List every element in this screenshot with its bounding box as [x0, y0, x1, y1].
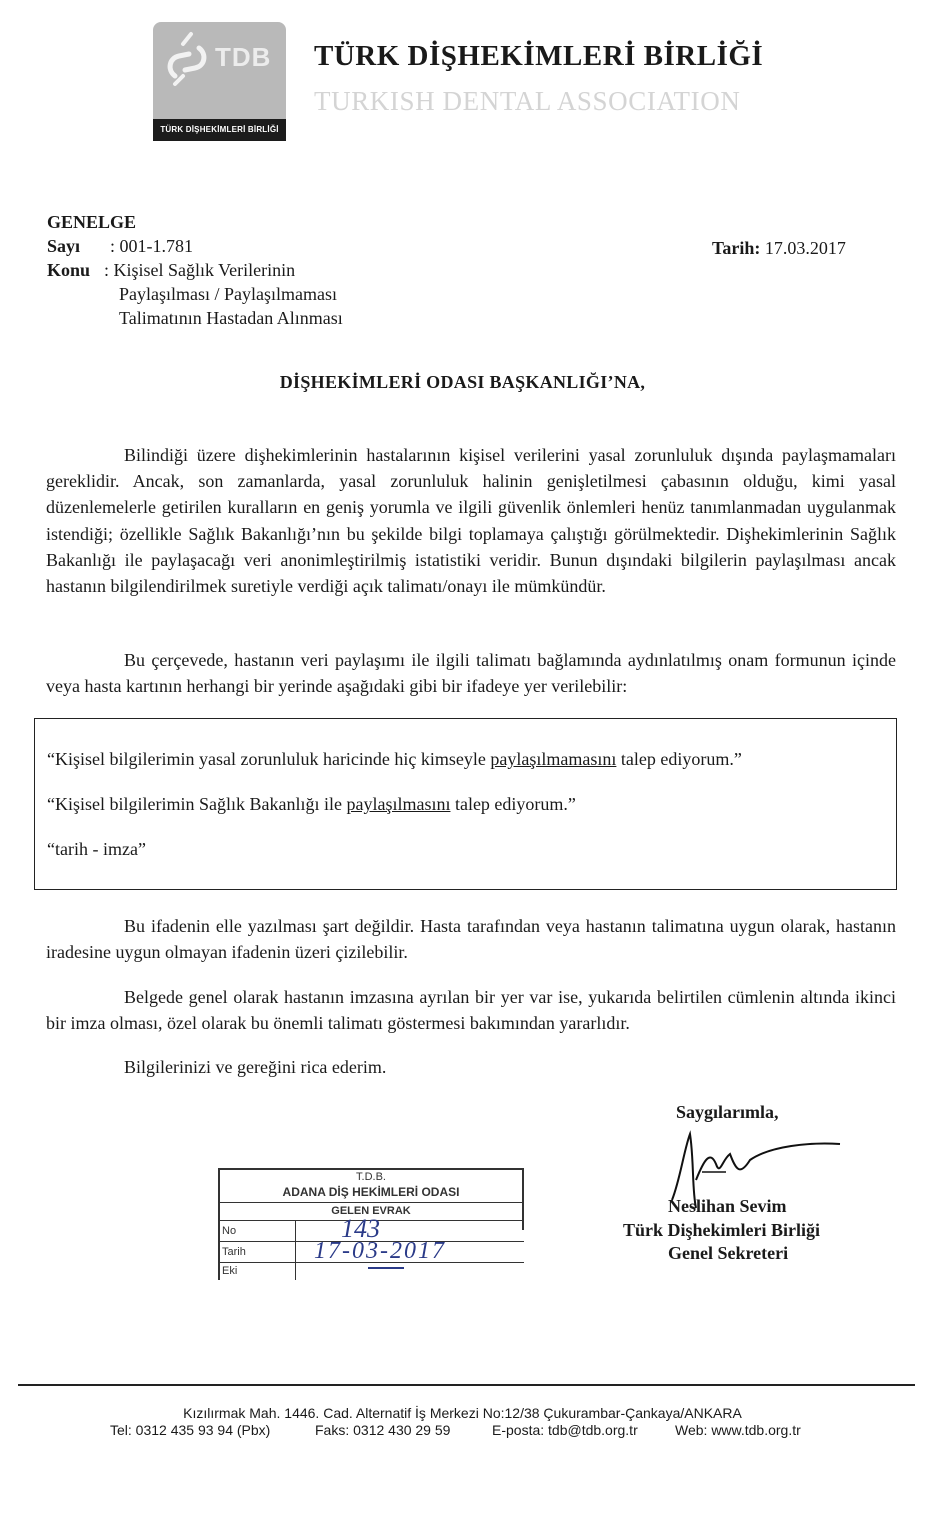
addressee: DİŞHEKİMLERİ ODASI BAŞKANLIĞI’NA, [279, 372, 646, 392]
statement-2 [47, 794, 576, 815]
tarih-label: Tarih: [712, 238, 761, 258]
org-name-english: TURKISH DENTAL ASSOCIATION [314, 86, 741, 116]
stamp-line-1: T.D.B. [356, 1171, 386, 1183]
footer-web[interactable]: Web: www.tdb.org.tr [675, 1422, 801, 1438]
konu-line-2: Paylaşılması / Paylaşılmaması [119, 284, 337, 304]
stamp-line-2: ADANA DİŞ HEKİMLERİ ODASI [282, 1185, 460, 1199]
tarih-value: 17.03.2017 [764, 238, 846, 258]
tdb-emblem-icon [161, 30, 213, 90]
footer-email[interactable]: E-posta: tdb@tdb.org.tr [492, 1422, 638, 1438]
stamp-line-3: GELEN EVRAK [331, 1205, 411, 1217]
logo-caption: TÜRK DİŞHEKİMLERİ BİRLİĞİ [153, 119, 286, 141]
sayi-row [47, 234, 80, 259]
paragraph-2: Bu çerçevede, hastanın veri paylaşımı ile ilgili talimatı bağlamında aydınlatılmış onam formunun içinde veya hasta kartının herhangi bir yerinde aşağıdaki gibi bir ifadeye yer verilebilir: [46, 650, 896, 697]
tdb-logo [153, 22, 286, 141]
doc-type-label: GENELGE [47, 212, 137, 232]
incoming-stamp [216, 1168, 526, 1280]
stamp-eki-label: Eki [222, 1265, 238, 1277]
stamp-no-label: No [222, 1225, 237, 1237]
paragraph-5: Bilgilerinizi ve gereğini rica ederim. [124, 1057, 387, 1077]
statement-1-pre: “Kişisel bilgilerimin yasal zorunluluk haricinde hiç kimseyle [47, 749, 491, 769]
konu-row [47, 258, 90, 283]
sayi-label: Sayı [47, 236, 81, 256]
statement-box [34, 718, 897, 890]
statement-2-pre: “Kişisel bilgilerimin Sağlık Bakanlığı ile [47, 794, 347, 814]
closing: Saygılarımla, [676, 1102, 779, 1122]
logo-abbreviation: TDB [215, 42, 272, 72]
signer-title: Genel Sekreteri [668, 1243, 789, 1263]
org-name: TÜRK DİŞHEKİMLERİ BİRLİĞİ [314, 40, 764, 72]
stamp-no-value: 143 [341, 1214, 380, 1243]
paragraph-3: Bu ifadenin elle yazılması şart değildir. Hasta tarafından veya hastanın talimatına uygun olarak, hastanın iradesine uygun olmayan ifadenin üzeri çizilebilir. [46, 916, 896, 963]
footer-fax: Faks: 0312 430 29 59 [315, 1422, 451, 1438]
statement-1 [47, 749, 742, 770]
footer-address: Kızılırmak Mah. 1446. Cad. Alternatif İş Merkezi No:12/38 Çukurambar-Çankaya/ANKARA [183, 1405, 742, 1421]
footer-divider [18, 1384, 915, 1386]
statement-2-post: talep ediyorum.” [450, 794, 576, 814]
statement-1-underlined: paylaşılmamasını [490, 749, 617, 769]
footer-tel: Tel: 0312 435 93 94 (Pbx) [110, 1422, 271, 1438]
doc-type [47, 210, 136, 235]
konu-line-3: Talimatının Hastadan Alınması [119, 308, 343, 328]
statement-2-underlined: paylaşılmasını [346, 794, 451, 814]
statement-1-post: talep ediyorum.” [616, 749, 742, 769]
konu-line-1: : Kişisel Sağlık Verilerinin [104, 260, 296, 280]
paragraph-1: Bilindiği üzere dişhekimlerinin hastalarının kişisel verilerini yasal zorunluluk dışında paylaşmamaları gereklidir. Ancak, son zamanlarda, yasal zorunluluk halinin genişletilmesi çabasının olduğu, kimi yasal düzenlemelerle getirilen kuralların en geniş yorumla ve ilgili güvenlik önlemleri henüz tanımlanmadan uygulanmak istendiği; özellikle Sağlık Bakanlığı’nın bu şekilde bilgi toplamaya çalıştığı görülmektedir. Dişhekimlerinin Sağlık Bakanlığı ile paylaşacağı veri anonimleştirilmiş istatistiki veridir. Bunun dışındaki bilgilerin paylaşılması ancak hastanın bilgilendirilmek suretiyle verdiği açık talimatı/onayı ile mümkündür. [46, 445, 896, 597]
konu-label: Konu [47, 260, 91, 280]
stamp-tarih-label: Tarih [222, 1246, 246, 1258]
stamp-tarih-value: 17-03-2017 [314, 1238, 446, 1264]
signer-org: Türk Dişhekimleri Birliği [623, 1220, 821, 1240]
stamp-underline-icon [366, 1264, 406, 1272]
statement-3: “tarih - imza” [47, 839, 146, 859]
sayi-value: : 001-1.781 [110, 236, 193, 256]
paragraph-4: Belgede genel olarak hastanın imzasına ayrılan bir yer var ise, yukarıda belirtilen cümlenin altında ikinci bir imza olması, özel olarak bu önemli talimatı göstermesi bakımından yararlıdır. [46, 987, 896, 1034]
tarih-row [712, 236, 846, 261]
signer-name: Neslihan Sevim [668, 1196, 787, 1216]
